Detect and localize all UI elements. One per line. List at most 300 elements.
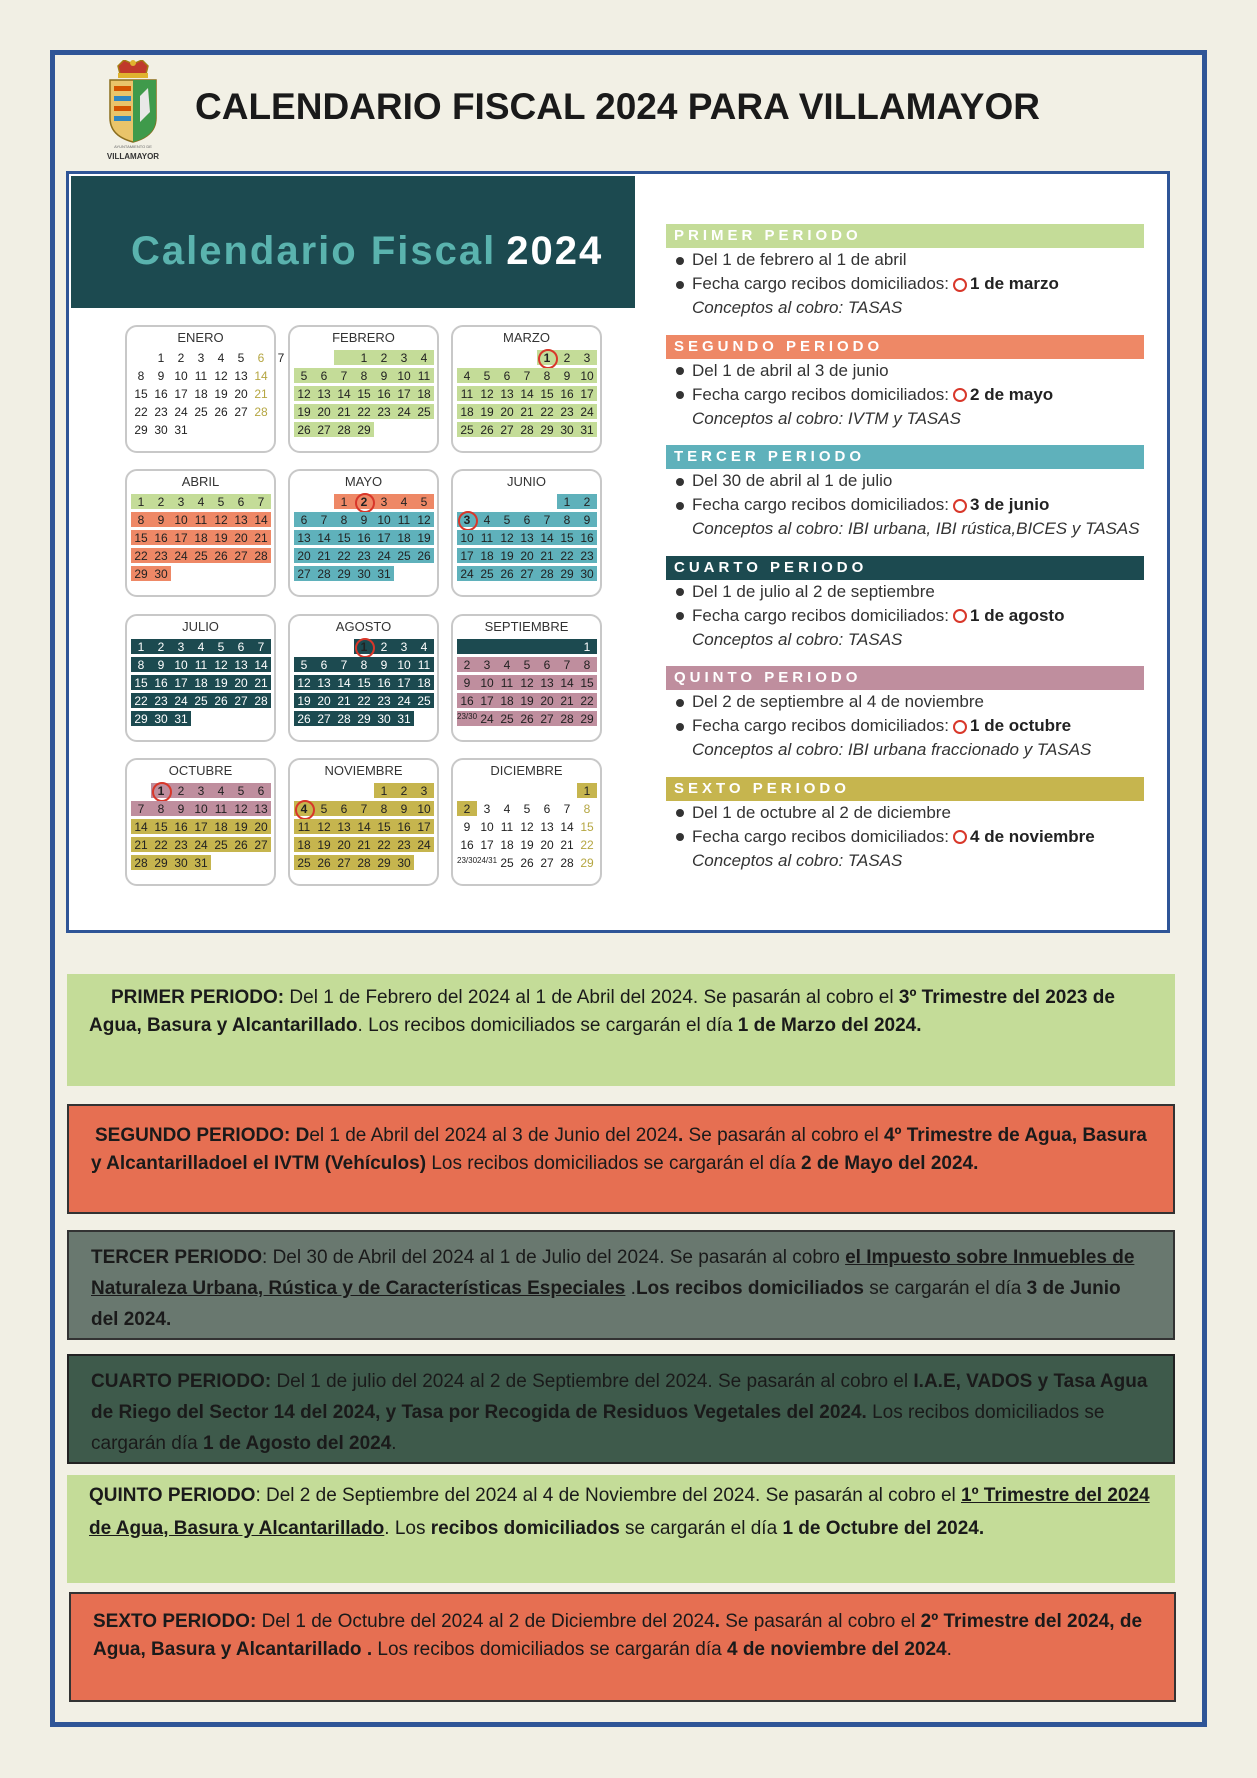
day-cell: 28 [254, 405, 268, 419]
day-cell: 11 [500, 676, 514, 690]
day-cell: 16 [580, 531, 594, 545]
day-cell: 2 [583, 495, 591, 509]
bullet-icon [676, 723, 684, 731]
day-cell: 15 [337, 531, 351, 545]
day-cell: 1 [563, 495, 571, 509]
period-summary-2 [666, 335, 1144, 431]
day-cell: 21 [254, 676, 268, 690]
day-cell: 11 [500, 820, 514, 834]
period-concept: Conceptos al cobro: IBI urbana, IBI rústica,BICES y TASAS [692, 519, 1140, 538]
day-cell: 26 [234, 838, 248, 852]
period-heading: CUARTO PERIODO [666, 556, 1144, 580]
day-cell: 11 [194, 658, 208, 672]
day-cell: 25 [397, 549, 411, 563]
day-cell: 15 [377, 820, 391, 834]
day-cell: 29 [357, 423, 371, 437]
day-cell: 10 [397, 658, 411, 672]
week-row [457, 818, 598, 835]
day-cell: 31 [174, 712, 188, 726]
day-cell: 11 [480, 531, 494, 545]
day-cell: 6 [320, 369, 328, 383]
day-cell: 28 [520, 423, 534, 437]
bullet-icon [676, 281, 684, 289]
day-cell: 9 [380, 658, 388, 672]
day-cell: 2 [177, 351, 185, 365]
day-cell: 10 [480, 820, 494, 834]
week-row [131, 349, 285, 366]
day-cell: 24 [397, 694, 411, 708]
box-label: TERCER PERIODO [91, 1247, 263, 1268]
day-cell: 19 [297, 694, 311, 708]
period-range [666, 580, 1144, 604]
day-cell: 8 [583, 658, 591, 672]
bullet-icon [676, 833, 684, 841]
month-name: JULIO [182, 619, 219, 634]
day-cell: 9 [380, 369, 388, 383]
day-cell: 16 [154, 531, 168, 545]
week-row [457, 403, 598, 420]
box-strong: 2 de Mayo del 2024. [800, 1153, 979, 1174]
bullet-icon [676, 391, 684, 399]
day-cell: 15 [134, 676, 148, 690]
day-cell: 17 [174, 531, 188, 545]
day-cell: 14 [560, 676, 574, 690]
day-cell: 12 [417, 513, 431, 527]
week-row [294, 565, 435, 582]
week-row [131, 818, 272, 835]
day-cell: 18 [460, 405, 474, 419]
day-cell: 13 [234, 513, 248, 527]
day-cell: 19 [297, 405, 311, 419]
day-cell: 11 [214, 802, 228, 816]
day-cell: 6 [543, 658, 551, 672]
day-cell: 10 [174, 513, 188, 527]
charge-date: 1 de octubre [970, 716, 1072, 735]
box-strong: 2º Trimestre del 2024, de Agua, Basura y Alcantarillado . [93, 1611, 1143, 1660]
document-title: CALENDARIO FISCAL 2024 PARA VILLAMAYOR [195, 86, 1040, 127]
week-row [131, 800, 272, 817]
day-cell: 11 [194, 513, 208, 527]
day-cell: 5 [217, 640, 225, 654]
day-cell: 22 [134, 405, 148, 419]
day-cell: 6 [523, 513, 531, 527]
day-cell: 3 [583, 351, 591, 365]
charge-text: Fecha cargo recibos domiciliados: [692, 826, 950, 846]
day-cell: 22 [580, 694, 594, 708]
day-cell: 1 [151, 784, 171, 798]
day-cell: 20 [317, 405, 331, 419]
day-cell: 24/31 [477, 856, 498, 865]
period-heading: PRIMER PERIODO [666, 224, 1144, 248]
week-row [294, 692, 435, 709]
day-cell: 7 [137, 802, 145, 816]
day-cell: 27 [317, 712, 331, 726]
day-cell: 19 [500, 549, 514, 563]
circle-icon [953, 388, 967, 402]
bullet-icon [676, 478, 684, 486]
day-cell: 4 [197, 495, 205, 509]
day-cell: 6 [257, 784, 265, 798]
day-cell: 13 [234, 369, 248, 383]
day-cell: 18 [397, 531, 411, 545]
day-cell: 7 [257, 640, 265, 654]
day-cell: 11 [297, 820, 311, 834]
day-cell: 10 [460, 531, 474, 545]
day-cell: 18 [417, 676, 431, 690]
period-concept: Conceptos al cobro: TASAS [692, 850, 903, 870]
day-cell: 4 [420, 640, 428, 654]
month-noviembre [288, 758, 439, 886]
day-cell: 21 [560, 838, 574, 852]
day-cell: 24 [460, 567, 474, 581]
day-cell: 14 [520, 387, 534, 401]
day-cell: 31 [377, 567, 391, 581]
charge-text: Fecha cargo recibos domiciliados: [692, 274, 950, 293]
day-cell: 6 [257, 351, 265, 365]
day-cell: 20 [500, 405, 514, 419]
day-cell: 27 [520, 567, 534, 581]
day-cell: 17 [460, 549, 474, 563]
week-row [131, 421, 272, 438]
day-cell: 28 [560, 712, 574, 726]
day-cell: 19 [234, 820, 248, 834]
week-row [457, 656, 598, 673]
day-cell: 22 [134, 694, 148, 708]
day-cell: 15 [580, 820, 594, 834]
day-cell: 10 [174, 658, 188, 672]
period-charge [666, 825, 1144, 849]
week-row [294, 385, 435, 402]
day-cell: 13 [520, 531, 534, 545]
day-cell: 23 [560, 405, 574, 419]
day-cell: 12 [520, 676, 534, 690]
day-cell: 11 [417, 658, 431, 672]
day-cell: 21 [337, 405, 351, 419]
day-cell: 24 [174, 405, 188, 419]
day-cell: 26 [480, 423, 494, 437]
day-cell: 14 [560, 820, 574, 834]
box-text: . [946, 1639, 952, 1660]
week-row [457, 692, 598, 709]
day-cell: 14 [337, 387, 351, 401]
week-row [294, 710, 435, 727]
day-cell: 30 [154, 567, 168, 581]
period-concept: Conceptos al cobro: TASAS [692, 298, 903, 317]
week-row [457, 854, 598, 871]
day-cell: 19 [417, 531, 431, 545]
day-cell: 4 [463, 369, 471, 383]
period-concept: Conceptos al cobro: IVTM y TASAS [692, 408, 961, 428]
day-cell: 20 [234, 676, 248, 690]
day-cell: 31 [580, 423, 594, 437]
week-row [457, 547, 598, 564]
day-cell: 8 [137, 369, 145, 383]
day-cell: 12 [480, 387, 494, 401]
day-cell: 3 [197, 351, 205, 365]
day-cell: 26 [297, 712, 311, 726]
day-cell: 27 [540, 712, 554, 726]
day-cell: 20 [540, 694, 554, 708]
day-cell: 26 [417, 549, 431, 563]
week-row [294, 818, 435, 835]
day-cell: 15 [357, 387, 371, 401]
range-text: Del 1 de octubre al 2 de diciembre [692, 802, 951, 822]
day-cell: 16 [357, 531, 371, 545]
box-text: Los recibos domiciliados se cargarán día [372, 1639, 727, 1660]
day-cell: 22 [357, 694, 371, 708]
day-cell: 3 [420, 784, 428, 798]
day-cell: 12 [234, 802, 248, 816]
period-heading: SEXTO PERIODO [666, 777, 1144, 801]
day-cell: 21 [540, 549, 554, 563]
week-row [294, 421, 435, 438]
day-cell: 18 [480, 549, 494, 563]
period-charge [666, 272, 1144, 296]
period-summary-4 [666, 556, 1144, 652]
week-row [131, 674, 272, 691]
calendar-graphic [66, 171, 1170, 933]
day-cell: 5 [483, 369, 491, 383]
box-text: Del 1 de Octubre del 2024 al 2 de Diciembre del 2024 [256, 1611, 715, 1632]
month-mayo [288, 469, 439, 597]
day-cell: 10 [397, 369, 411, 383]
day-cell: 9 [157, 658, 165, 672]
week-row [457, 565, 598, 582]
day-cell: 2 [380, 640, 388, 654]
day-cell: 16 [560, 387, 574, 401]
month-name: AGOSTO [335, 619, 392, 634]
day-cell: 4 [503, 802, 511, 816]
day-cell: 10 [194, 802, 208, 816]
day-cell: 27 [254, 838, 268, 852]
day-cell: 23 [377, 405, 391, 419]
day-cell: 11 [397, 513, 411, 527]
day-cell: 29 [134, 712, 148, 726]
day-cell: 18 [297, 838, 311, 852]
week-row [294, 674, 435, 691]
day-cell: 25 [214, 838, 228, 852]
box-text: : Del 30 de Abril del 2024 al 1 de Julio del 2024. Se pasarán al cobro [262, 1247, 846, 1268]
day-cell: 17 [377, 531, 391, 545]
day-cell: 8 [543, 369, 551, 383]
day-cell: 23 [397, 838, 411, 852]
day-cell: 19 [520, 838, 534, 852]
day-cell: 20 [317, 694, 331, 708]
day-cell: 27 [234, 405, 248, 419]
day-cell: 9 [583, 513, 591, 527]
day-cell: 2 [563, 351, 571, 365]
day-cell: 1 [137, 495, 145, 509]
box-text: el 1 de Abril del 2024 al 3 de Junio del 2024 [309, 1125, 678, 1146]
day-cell: 19 [214, 531, 228, 545]
charge-text: Fecha cargo recibos domiciliados: [692, 495, 950, 514]
day-cell: 21 [357, 838, 371, 852]
week-row [457, 674, 598, 691]
day-cell: 19 [317, 838, 331, 852]
day-cell: 31 [194, 856, 208, 870]
day-cell: 13 [317, 676, 331, 690]
day-cell: 21 [317, 549, 331, 563]
day-cell: 7 [563, 658, 571, 672]
day-cell: 1 [340, 495, 348, 509]
day-cell: 7 [340, 369, 348, 383]
day-cell: 16 [154, 676, 168, 690]
circle-icon [953, 609, 967, 623]
town-crest-logo [102, 60, 164, 166]
day-cell: 23 [154, 694, 168, 708]
day-cell: 2 [354, 495, 374, 509]
day-cell: 5 [523, 658, 531, 672]
day-cell: 7 [277, 351, 285, 365]
box-label: SEXTO PERIODO: [93, 1611, 257, 1632]
day-cell: 13 [317, 387, 331, 401]
month-octubre [125, 758, 276, 886]
day-cell: 22 [580, 838, 594, 852]
day-cell: 6 [237, 640, 245, 654]
day-cell: 16 [377, 676, 391, 690]
day-cell: 20 [234, 531, 248, 545]
day-cell: 23/30 [457, 856, 478, 865]
period-charge [666, 714, 1144, 738]
day-cell: 23 [377, 694, 391, 708]
period-charge [666, 383, 1144, 407]
day-cell: 3 [177, 640, 185, 654]
box-text: Los recibos domiciliados se cargarán día [91, 1402, 1105, 1454]
day-cell: 6 [300, 513, 308, 527]
day-cell: 7 [257, 495, 265, 509]
box-label: CUARTO PERIODO: [91, 1371, 272, 1392]
month-name: ENERO [177, 330, 224, 345]
day-cell: 1 [380, 784, 388, 798]
week-row [131, 565, 272, 582]
day-cell: 15 [560, 531, 574, 545]
day-cell: 14 [134, 820, 148, 834]
week-row [457, 511, 598, 528]
day-cell: 29 [337, 567, 351, 581]
day-cell: 8 [157, 802, 165, 816]
day-cell: 15 [540, 387, 554, 401]
day-cell: 28 [317, 567, 331, 581]
month-name: FEBRERO [332, 330, 395, 345]
day-cell: 26 [214, 405, 228, 419]
period-box-4 [67, 1354, 1175, 1464]
period-box-5 [67, 1475, 1175, 1583]
box-text: Se pasarán al cobro el [683, 1125, 884, 1146]
day-cell: 14 [254, 513, 268, 527]
week-row [294, 367, 435, 384]
day-cell: 13 [540, 676, 554, 690]
day-cell: 28 [134, 856, 148, 870]
day-cell: 18 [417, 387, 431, 401]
period-range [666, 359, 1144, 383]
range-text: Del 2 de septiembre al 4 de noviembre [692, 692, 984, 711]
month-agosto [288, 614, 439, 742]
day-cell: 13 [254, 802, 268, 816]
day-cell: 21 [520, 405, 534, 419]
day-cell: 14 [337, 676, 351, 690]
month-name: NOVIEMBRE [324, 763, 403, 778]
period-summary-3 [666, 445, 1144, 541]
week-row [457, 529, 598, 546]
day-cell: 1 [583, 640, 591, 654]
day-cell: 28 [560, 856, 574, 870]
day-cell: 19 [214, 676, 228, 690]
day-cell: 2 [463, 802, 471, 816]
month-abril [125, 469, 276, 597]
day-cell: 27 [234, 549, 248, 563]
month-septiembre [451, 614, 602, 742]
month-name: ABRIL [181, 474, 220, 489]
day-cell: 12 [214, 513, 228, 527]
day-cell: 19 [480, 405, 494, 419]
day-cell: 25 [480, 567, 494, 581]
charge-text: Fecha cargo recibos domiciliados: [692, 716, 950, 735]
day-cell: 4 [483, 513, 491, 527]
day-cell: 15 [154, 820, 168, 834]
week-row [457, 385, 598, 402]
box-strong: 4º Trimestre de Agua, Basura y Alcantarilladoel el IVTM (Vehículos) [91, 1125, 1147, 1174]
week-row [457, 349, 598, 366]
crest-icon [102, 60, 164, 144]
day-cell: 15 [580, 676, 594, 690]
period-heading: TERCER PERIODO [666, 445, 1144, 469]
day-cell: 20 [337, 838, 351, 852]
period-box-3 [67, 1230, 1175, 1340]
box-text: Los recibos domiciliados se cargarán el día [426, 1153, 801, 1174]
day-cell: 9 [157, 369, 165, 383]
month-diciembre [451, 758, 602, 886]
day-cell: 5 [237, 351, 245, 365]
day-cell: 2 [177, 784, 185, 798]
day-cell: 8 [137, 513, 145, 527]
period-range [666, 690, 1144, 714]
day-cell: 16 [460, 694, 474, 708]
day-cell: 28 [337, 712, 351, 726]
week-row [457, 638, 598, 655]
month-name: DICIEMBRE [490, 763, 563, 778]
box-text: . Los recibos domiciliados se cargarán el día [357, 1015, 738, 1036]
week-row [131, 511, 272, 528]
box-strong: 4 de noviembre del 2024 [726, 1639, 947, 1660]
day-cell: 22 [337, 549, 351, 563]
banner-title: Calendario Fiscal [131, 229, 497, 273]
week-row [294, 782, 435, 799]
day-cell: 12 [214, 369, 228, 383]
day-cell: 4 [197, 640, 205, 654]
week-row [131, 854, 272, 871]
day-cell: 27 [500, 423, 514, 437]
range-text: Del 30 de abril al 1 de julio [692, 471, 893, 490]
week-row [131, 403, 272, 420]
day-cell: 4 [400, 495, 408, 509]
day-cell: 3 [483, 658, 491, 672]
day-cell: 16 [154, 387, 168, 401]
day-cell: 27 [317, 423, 331, 437]
week-row [294, 493, 435, 510]
month-junio [451, 469, 602, 597]
week-row [294, 511, 435, 528]
month-name: MAYO [344, 474, 383, 489]
week-row [131, 692, 272, 709]
charge-text: Fecha cargo recibos domiciliados: [692, 384, 950, 404]
day-cell: 26 [500, 567, 514, 581]
week-row [457, 800, 598, 817]
charge-date: 2 de mayo [970, 384, 1054, 404]
day-cell: 2 [157, 495, 165, 509]
day-cell: 29 [357, 712, 371, 726]
day-cell: 26 [520, 712, 534, 726]
circle-icon [953, 499, 967, 513]
